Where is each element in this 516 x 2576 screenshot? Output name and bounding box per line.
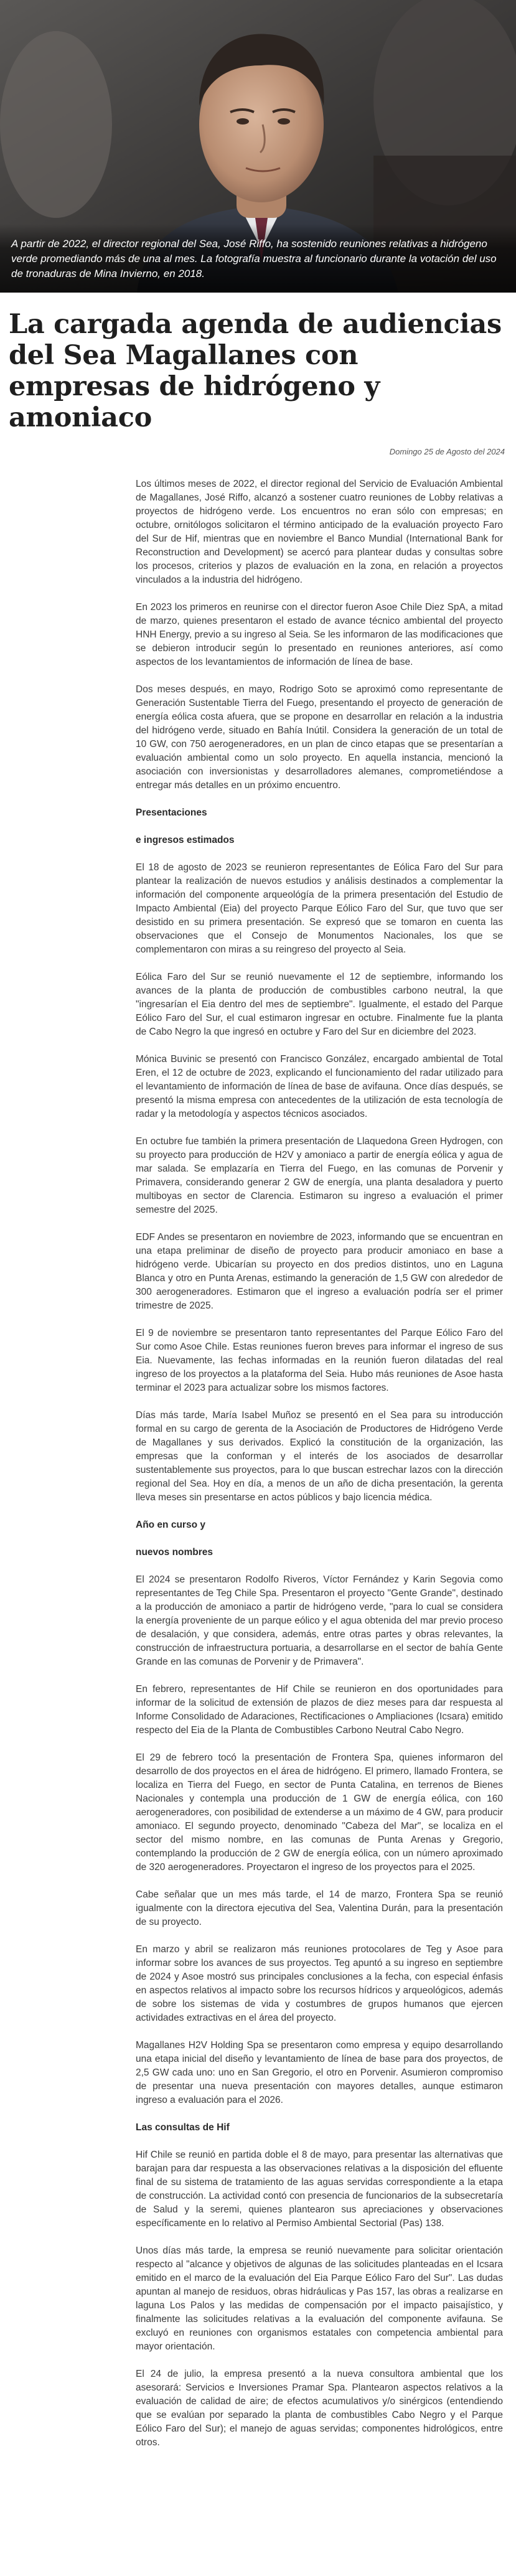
paragraph: El 29 de febrero tocó la presentación de Frontera Spa, quienes informaron del desarrollo de dos proyectos en el área de hidrógeno. El primero, llamado Frontera, se localiza en Tierra del Fuego, en sector de Punta Catalina, en terrenos de Bienes Nacionales y contempla una producción de 1 GW de energía eólica, con 160 aerogeneradores, con posibilidad de extenderse a un máximo de 4 GW, para producir amoniaco. El segundo proyecto, denominado "Cabeza del Mar", se localiza en el sector del mismo nombre, en las comunas de Punta Arenas y Gregorio, contemplando la producción de 2 GW de energía eólica, con un número aproximado de 320 aerogeneradores. Proyectaron el ingreso de los proyectos para el 2025. xyxy=(136,1752,503,1873)
section-heading: Presentaciones xyxy=(136,807,207,818)
paragraph: Hif Chile se reunió en partida doble el 8 de mayo, para presentar las alternativas que barajan para dar respuesta a las observaciones relativas a la disposición del efluente final de su sistema de tratamiento de las aguas servidas correspondiente a la etapa de construcción. La actividad contó con presencia de funcionarios de la subsecretaría de Salud y la seremi, quienes plantearon sus apreciaciones y observaciones específicamente en lo relativo al Permiso Ambiental Sectorial (Pas) 138. xyxy=(136,2150,503,2229)
paragraph: En octubre fue también la primera presentación de Llaquedona Green Hydrogen, con su proyecto para producción de H2V y amoniaco a partir de energía eólica y agua de mar salada. Se emplazaría en Tierra del Fuego, en las comunas de Porvenir y Primavera, considerando generar 2 GW de energía, una planta desaladora y puerto multiboyas en sector de Clarencia. Estimaron su ingreso a evaluación el primer semestre del 2025. xyxy=(136,1136,503,1215)
article-body xyxy=(136,477,503,2450)
article-title: La cargada agenda de audiencias del Sea Magallanes con empresas de hidrógeno y amoniaco xyxy=(9,309,502,433)
paragraph: EDF Andes se presentaron en noviembre de 2023, informando que se encuentran en una etapa preliminar de diseño de proyecto para producir amoniaco en base a hidrógeno verde. Ubicarían su proyecto en dos predios distintos, uno en Laguna Blanca y otro en Punta Arenas, estimando la generación de 1,5 GW con alrededor de 300 aerogeneradores. Estimaron que el ingreso a evaluación podría ser el primer trimestre de 2025. xyxy=(136,1232,503,1311)
paragraph: Eólica Faro del Sur se reunió nuevamente el 12 de septiembre, informando los avances de la planta de producción de combustibles carbono neutral, la que "ingresarían el Eia dentro del mes de septiembre". Igualmente, el estado del Parque Eólico Faro del Sur, el cual estimaron ingresar en octubre. Finalmente fue la planta de Cabo Negro la que ingresó en octubre y Faro del Sur en diciembre del 2023. xyxy=(136,972,503,1037)
paragraph: Cabe señalar que un mes más tarde, el 14 de marzo, Frontera Spa se reunió igualmente con la directora ejecutiva del Sea, Valentina Durán, para la presentación de su proyecto. xyxy=(136,1889,503,1927)
section-heading: Año en curso y xyxy=(136,1520,205,1530)
paragraph: Mónica Buvinic se presentó con Francisco González, encargado ambiental de Total Eren, el 12 de octubre de 2023, explicando el funcionamiento del radar utilizado para el levantamiento de información de línea de base de avifauna. Once días después, se presentó la misma empresa con antecedentes de la utilización de esta tecnología de radar y la metodología y aspectos técnicos asociados. xyxy=(136,1054,503,1119)
section-heading: nuevos nombres xyxy=(136,1547,213,1558)
paragraph: El 9 de noviembre se presentaron tanto representantes del Parque Eólico Faro del Sur como Asoe Chile. Estas reuniones fueron breves para informar el ingreso de sus Eia. Nuevamente, las fechas informadas en la reunión fueron dilatadas del real ingreso de los proyectos a la plataforma del Seia. Hubo más reuniones de Asoe hasta terminar el 2023 para actualizar sobre los mismos factores. xyxy=(136,1328,503,1393)
photo-caption: A partir de 2022, el director regional del Sea, José Riffo, ha sostenido reuniones relativas a hidrógeno verde promediando más de una al mes. La fotografía muestra al funcionario durante la votación del uso de tronaduras de Mina Invierno, en 2018. xyxy=(0,224,516,293)
article-date: Domingo 25 de Agosto del 2024 xyxy=(389,447,505,456)
paragraph: Días más tarde, María Isabel Muñoz se presentó en el Sea para su introducción formal en su cargo de gerenta de la Asociación de Productores de Hidrógeno Verde de Magallanes y sus derivados. Explicó la constitución de la organización, las empresas que la conforman y el interés de los asociados de desarrollar sustentablemente sus proyectos, para lo que buscan estrechar lazos con la dirección regional del Sea. Hoy en día, a menos de un año de dicha presentación, la gerenta lleva meses sin presentarse en actos públicos y bajo licencia médica. xyxy=(136,1410,503,1503)
paragraph: En 2023 los primeros en reunirse con el director fueron Asoe Chile Diez SpA, a mitad de marzo, quienes presentaron el estado de avance técnico ambiental del proyecto HNH Energy, previo a su ingreso al Seia. Se les informaron de las modificaciones que se debieron introducir según lo presentado en reuniones anteriores, así como aspectos de los levantamientos de información de línea de base. xyxy=(136,602,503,667)
section-heading: e ingresos estimados xyxy=(136,835,235,845)
paragraph: Los últimos meses de 2022, el director regional del Servicio de Evaluación Ambiental de Magallanes, José Riffo, alcanzó a sostener cuatro reuniones de Lobby relativas a proyectos de hidrógeno verde. Los encuentros no eran sólo con empresas; en octubre, ornitólogos solicitaron el término anticipado de la evaluación proyecto Faro del Sur de Hif, mientras que en noviembre el Banco Mundial (International Bank for Reconstruction and Development) se acercó para plantear dudas y consultas sobre los procesos, criterios y plazos de evaluación en la zona, en relación a proyectos vinculados a la industria del hidrógeno. xyxy=(136,479,503,585)
paragraph: El 2024 se presentaron Rodolfo Riveros, Víctor Fernández y Karin Segovia como representantes de Teg Chile Spa. Presentaron el proyecto "Gente Grande", destinado a la producción de amoniaco a partir de hidrógeno verde, "para lo cual se considera la energía proveniente de un parque eólico y el agua obtenida del mar previo proceso de desalación, y que considera, además, entre otras partes y obras relevantes, la construcción de infraestructura portuaria, a desarrollarse en el sector de bahía Gente Grande en las comunas de Porvenir y de Primavera". xyxy=(136,1574,503,1667)
paragraph: En marzo y abril se realizaron más reuniones protocolares de Teg y Asoe para informar sobre los avances de sus proyectos. Teg apuntó a su ingreso en septiembre de 2024 y Asoe mostró sus principales conclusiones a la fecha, con especial énfasis en aspectos relativos al impacto sobre los recursos hídricos y arqueológicos, además de sobre los sistemas de vida y costumbres de grupos humanos que ejercen actividades extractivas en el área del proyecto. xyxy=(136,1944,503,2023)
paragraph: El 24 de julio, la empresa presentó a la nueva consultora ambiental que los asesorará: Servicios e Inversiones Pramar Spa. Plantearon aspectos relativos a la evaluación de calidad de aire; de efectos acumulativos y/o sinérgicos (entendiendo que se evalúan por separado la planta de combustibles Cabo Negro y el Parque Eólico Faro del Sur); el manejo de aguas servidas; componentes hidrológicos, entre otros. xyxy=(136,2369,503,2448)
paragraph: Magallanes H2V Holding Spa se presentaron como empresa y equipo desarrollando una etapa inicial del diseño y levantamiento de línea de base para dos proyectos, de 2,5 GW cada uno: uno en San Gregorio, el otro en Porvenir. Asumieron compromiso de presentar una nueva presentación con mayores detalles, aunque estimaron ingreso a evaluación para el 2026. xyxy=(136,2040,503,2105)
paragraph: Unos días más tarde, la empresa se reunió nuevamente para solicitar orientación respecto al "alcance y objetivos de algunas de las solicitudes planteadas en el Icsara emitido en el marco de la evaluación del Eia Parque Eólico Faro del Sur". Las dudas apuntan al manejo de residuos, obras hidráulicas y Pas 157, las obras a realizarse en laguna Los Palos y las medidas de compensación por el impacto paisajístico, y finalmente las solicitudes relativas a la evaluación del componente avifauna. Se excluyó en reuniones con organismos estatales con competencia ambiental para mayor orientación. xyxy=(136,2245,503,2352)
hero-photo xyxy=(0,0,516,293)
paragraph: Dos meses después, en mayo, Rodrigo Soto se aproximó como representante de Generación Sustentable Tierra del Fuego, presentando el proyecto de generación de energía eólica costa afuera, que se propone en desarrollar en relación a la industria del hidrógeno verde, situado en Bahía Inútil. Considera la generación de un total de 10 GW, con 750 aerogeneradores, en un plan de cinco etapas que se presentarían a evaluación ambiental como un solo proyecto. En aquella instancia, mencionó la asociación con inversionistas y desarrolladores alemanes, comprometiéndose a entregar más detalles en un próximo encuentro. xyxy=(136,684,503,791)
paragraph: El 18 de agosto de 2023 se reunieron representantes de Eólica Faro del Sur para plantear la realización de nuevos estudios y análisis destinados a complementar la información del componente arqueológía de la primera presentación del Estudio de Impacto Ambiental (Eia) del proyecto Parque Eólico Faro del Sur, que tuvo que ser desistido en su primera presentación. Se expresó que se tomaron en cuenta las observaciones que el Consejo de Monumentos Nacionales, los que se complementaron con miras a su reingreso del proyecto al Seia. xyxy=(136,862,503,955)
section-heading: Las consultas de Hif xyxy=(136,2122,230,2133)
paragraph: En febrero, representantes de Hif Chile se reunieron en dos oportunidades para informar de la solicitud de extensión de plazos de diez meses para dar respuesta al Informe Consolidado de Adaraciones, Rectificaciones o Ampliaciones (Icsara) emitido respecto del Eia de la Planta de Combustibles Carbono Neutral Cabo Negro. xyxy=(136,1684,503,1736)
